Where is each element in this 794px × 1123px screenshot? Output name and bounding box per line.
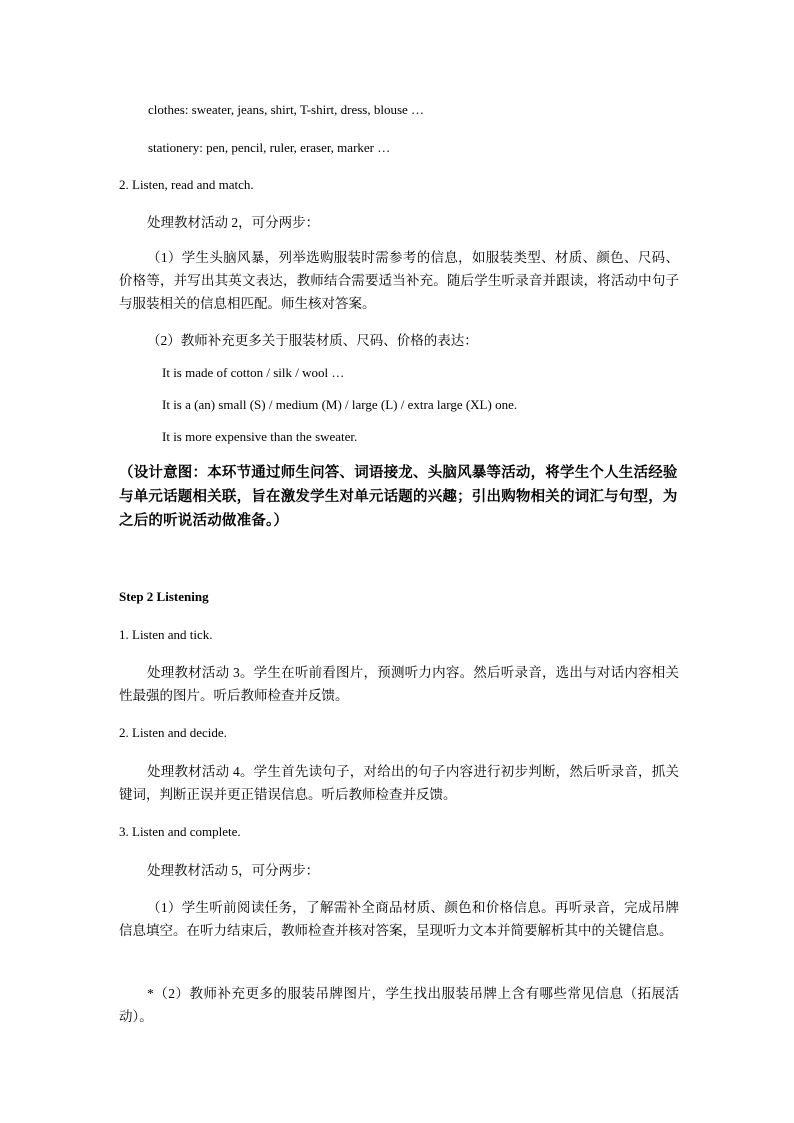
- activity-5-step-1: （1）学生听前阅读任务，了解需补全商品材质、颜色和价格信息。再听录音，完成吊牌信息填空。在听力结束后，教师检查并核对答案，呈现听力文本并简要解析其中的关键信息。: [119, 900, 679, 938]
- stationery-vocabulary-line: stationery: pen, pencil, ruler, eraser, marker …: [148, 140, 391, 155]
- example-sentence-material: It is made of cotton / silk / wool …: [162, 365, 345, 380]
- example-sentence-price: It is more expensive than the sweater.: [162, 429, 358, 444]
- activity-4-text: 处理教材活动 4。学生首先读句子，对给出的句子内容进行初步判断，然后听录音，抓关键词，判断正误并更正错误信息。听后教师检查并反馈。: [119, 764, 679, 802]
- activity-5-step-2: *（2）教师补充更多的服装吊牌图片，学生找出服装吊牌上含有哪些常见信息（拓展活动）。: [119, 986, 679, 1024]
- activity-2-step-2: （2）教师补充更多关于服装材质、尺码、价格的表达：: [147, 333, 478, 348]
- step-2-heading: Step 2 Listening: [119, 589, 209, 604]
- clothes-vocabulary-line: clothes: sweater, jeans, shirt, T-shirt, dress, blouse …: [148, 102, 425, 117]
- activity-5-intro: 处理教材活动 5，可分两步：: [147, 863, 320, 878]
- design-intent-paragraph: （设计意图：本环节通过师生问答、词语接龙、头脑风暴等活动，将学生个人生活经验与单元话题相关联，旨在激发学生对单元话题的兴趣；引出购物相关的词汇与句型，为之后的听说活动做准备。）: [119, 465, 678, 529]
- activity-2-intro: 处理教材活动 2，可分两步：: [147, 215, 320, 230]
- activity-3-text: 处理教材活动 3。学生在听前看图片，预测听力内容。然后听录音，选出与对话内容相关性最强的图片。听后教师检查并反馈。: [119, 665, 679, 703]
- listen-and-tick-title: 1. Listen and tick.: [119, 627, 213, 642]
- example-sentence-size: It is a (an) small (S) / medium (M) / large (L) / extra large (XL) one.: [162, 397, 518, 412]
- listen-and-complete-title: 3. Listen and complete.: [119, 824, 241, 839]
- listen-read-match-title: 2. Listen, read and match.: [119, 177, 254, 192]
- activity-2-step-1: （1）学生头脑风暴，列举选购服装时需参考的信息，如服装类型、材质、颜色、尺码、价格等，并写出其英文表达，教师结合需要适当补充。随后学生听录音并跟读，将活动中句子与服装相关的信息相匹配。师生核对答案。: [119, 250, 679, 311]
- listen-and-decide-title: 2. Listen and decide.: [119, 725, 227, 740]
